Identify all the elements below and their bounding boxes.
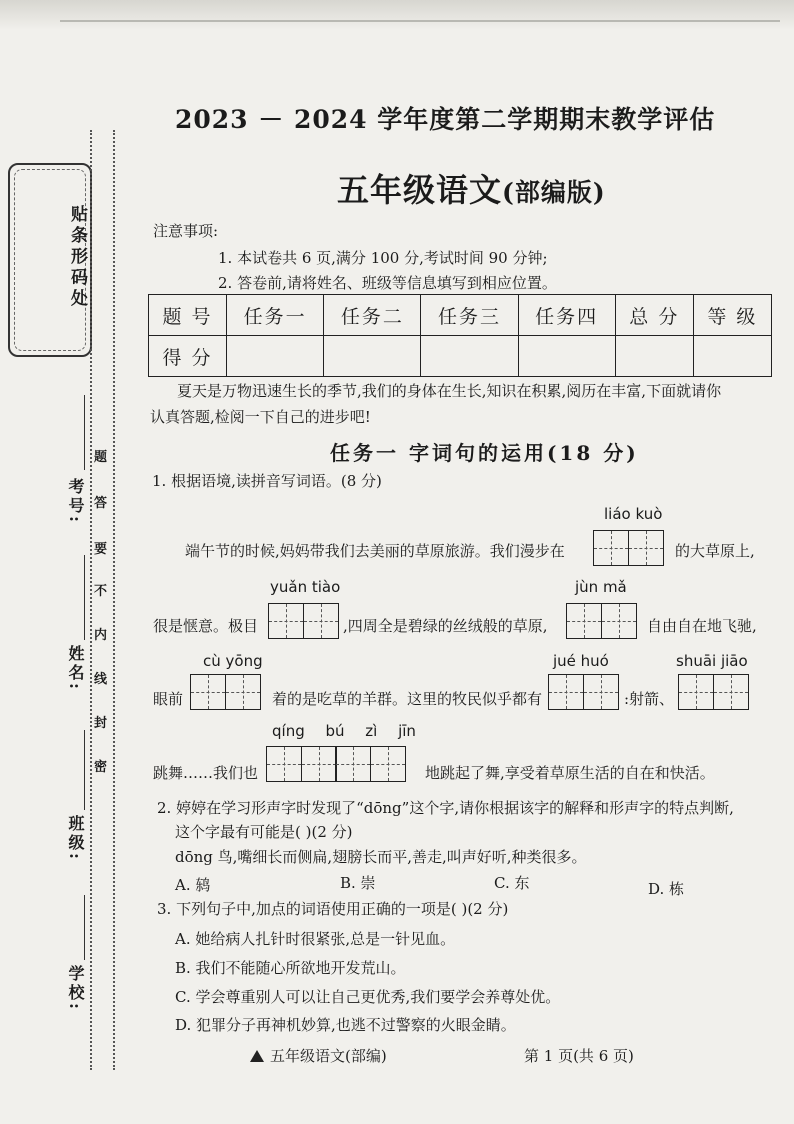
name-line [84, 555, 85, 640]
score-table [148, 294, 772, 377]
q3-stem: 3. 下列句子中,加点的词语使用正确的一项是( )(2 分) [157, 900, 509, 918]
q2-stem: 2. 婷婷在学习形声字时发现了“dōng”这个字,请你根据该字的解释和形声字的特点判断, [157, 799, 734, 817]
intro-line-2: 认真答题,检阅一下自己的进步吧! [150, 408, 371, 426]
pinyin-label: cù yōng [203, 652, 263, 670]
q3-option[interactable]: B. 我们不能随心所欲地开发荒山。 [175, 959, 406, 977]
q1-text: 眼前 [153, 690, 184, 708]
score-header-cell: 总 分 [615, 295, 693, 336]
footer-subject: 五年级语文(部编) [270, 1047, 387, 1065]
q2-option[interactable]: A. 鸫 [175, 876, 211, 894]
score-cell [693, 336, 771, 377]
grid-cell[interactable] [713, 674, 749, 710]
q1-text: ,四周全是碧绿的丝绒般的草原, [343, 617, 548, 635]
binding-dotted-line [90, 130, 92, 1070]
q1-text: 很是惬意。极目 [153, 617, 259, 635]
q2-stem: 这个字最有可能是( )(2 分) [175, 823, 353, 841]
score-table-header-row [149, 295, 772, 336]
q2-option[interactable]: C. 东 [494, 874, 530, 892]
binding-dotted-line [113, 130, 115, 1070]
edition-label: (部编版) [502, 178, 606, 207]
pinyin-label: jué huó [553, 652, 609, 670]
writing-grid[interactable] [266, 746, 406, 782]
grid-cell[interactable] [335, 746, 371, 782]
seal-char: 不 [94, 584, 108, 599]
grid-cell[interactable] [301, 746, 337, 782]
seal-char: 封 [94, 716, 108, 731]
grid-cell[interactable] [593, 530, 629, 566]
q1-text: 自由自在地飞驰, [647, 617, 757, 635]
grid-cell[interactable] [583, 674, 619, 710]
triangle-icon [250, 1050, 264, 1062]
section-title: 任务一 字词句的运用(18 分) [330, 441, 639, 465]
notes-heading: 注意事项: [153, 222, 219, 240]
score-header-cell: 任务三 [421, 295, 518, 336]
q2-option[interactable]: D. 栋 [648, 880, 685, 898]
exam-no-label: 考号: [66, 478, 85, 525]
seal-char: 内 [94, 628, 108, 643]
footer-left [250, 1045, 387, 1066]
writing-grid[interactable] [548, 674, 619, 710]
score-header-cell: 题 号 [149, 295, 227, 336]
writing-grid[interactable] [566, 603, 637, 639]
score-header-cell: 任务四 [518, 295, 615, 336]
q1-text: 地跳起了舞,享受着草原生活的自在和快活。 [425, 764, 715, 782]
grid-cell[interactable] [190, 674, 226, 710]
score-table-score-row [149, 336, 772, 377]
grid-cell[interactable] [601, 603, 637, 639]
q1-text: 跳舞……我们也 [153, 764, 259, 782]
school-label: 学校: [66, 965, 85, 1012]
grid-cell[interactable] [566, 603, 602, 639]
school-line [84, 895, 85, 960]
top-edge [60, 20, 780, 36]
score-header-cell: 任务二 [324, 295, 421, 336]
subject-name: 五年级语文 [337, 171, 503, 209]
pinyin-label: shuāi jiāo [676, 652, 748, 670]
class-line [84, 730, 85, 810]
grid-cell[interactable] [678, 674, 714, 710]
grid-cell[interactable] [628, 530, 664, 566]
q1-text: 端午节的时候,妈妈带我们去美丽的草原旅游。我们漫步在 [185, 542, 565, 560]
score-row-label: 得 分 [149, 336, 227, 377]
exam-title: 2023 － 2024 学年度第二学期期末教学评估 [175, 105, 716, 134]
grid-cell[interactable] [266, 746, 302, 782]
subject-title [337, 165, 606, 211]
score-header-cell: 等 级 [693, 295, 771, 336]
q1-text: 着的是吃草的羊群。这里的牧民似乎都有 [272, 690, 543, 708]
barcode-box [8, 163, 92, 357]
seal-char: 密 [94, 760, 108, 775]
q2-option[interactable]: B. 崇 [340, 874, 376, 892]
q3-option[interactable]: A. 她给病人扎针时很紧张,总是一针见血。 [175, 930, 456, 948]
score-cell [518, 336, 615, 377]
q3-option[interactable]: D. 犯罪分子再神机妙算,也逃不过警察的火眼金睛。 [175, 1016, 516, 1034]
seal-char: 要 [94, 542, 108, 557]
writing-grid[interactable] [593, 530, 664, 566]
pinyin-label: jùn mǎ [575, 578, 627, 596]
score-cell [421, 336, 518, 377]
pinyin-label: qíng bú zì jīn [272, 722, 416, 740]
writing-grid[interactable] [678, 674, 749, 710]
score-cell [227, 336, 324, 377]
note-item: 2. 答卷前,请将姓名、班级等信息填写到相应位置。 [218, 274, 557, 292]
seal-char: 题 [94, 450, 108, 465]
seal-char: 答 [94, 496, 108, 511]
writing-grid[interactable] [268, 603, 339, 639]
q1-text: :射箭、 [624, 690, 675, 708]
q2-description: dōng 鸟,嘴细长而侧扁,翅膀长而平,善走,叫声好听,种类很多。 [175, 848, 587, 866]
q3-option[interactable]: C. 学会尊重别人可以让自己更优秀,我们要学会养尊处优。 [175, 988, 561, 1006]
score-cell [324, 336, 421, 377]
note-item: 1. 本试卷共 6 页,满分 100 分,考试时间 90 分钟; [218, 249, 548, 267]
page-number: 第 1 页(共 6 页) [524, 1047, 634, 1065]
grid-cell[interactable] [548, 674, 584, 710]
exam-no-line [84, 395, 85, 470]
score-cell [615, 336, 693, 377]
name-label: 姓名: [66, 645, 85, 692]
grid-cell[interactable] [303, 603, 339, 639]
pinyin-label: yuǎn tiào [270, 578, 341, 596]
grid-cell[interactable] [225, 674, 261, 710]
score-header-cell: 任务一 [227, 295, 324, 336]
grid-cell[interactable] [370, 746, 406, 782]
q1-text: 的大草原上, [675, 542, 755, 560]
grid-cell[interactable] [268, 603, 304, 639]
pinyin-label: liáo kuò [604, 505, 663, 523]
seal-char: 线 [94, 672, 108, 687]
class-label: 班级: [66, 815, 85, 862]
intro-line-1: 夏天是万物迅速生长的季节,我们的身体在生长,知识在积累,阅历在丰富,下面就请你 [177, 382, 722, 400]
writing-grid[interactable] [190, 674, 261, 710]
q1-stem: 1. 根据语境,读拼音写词语。(8 分) [152, 472, 382, 490]
barcode-label: 贴条形码处 [67, 205, 87, 310]
